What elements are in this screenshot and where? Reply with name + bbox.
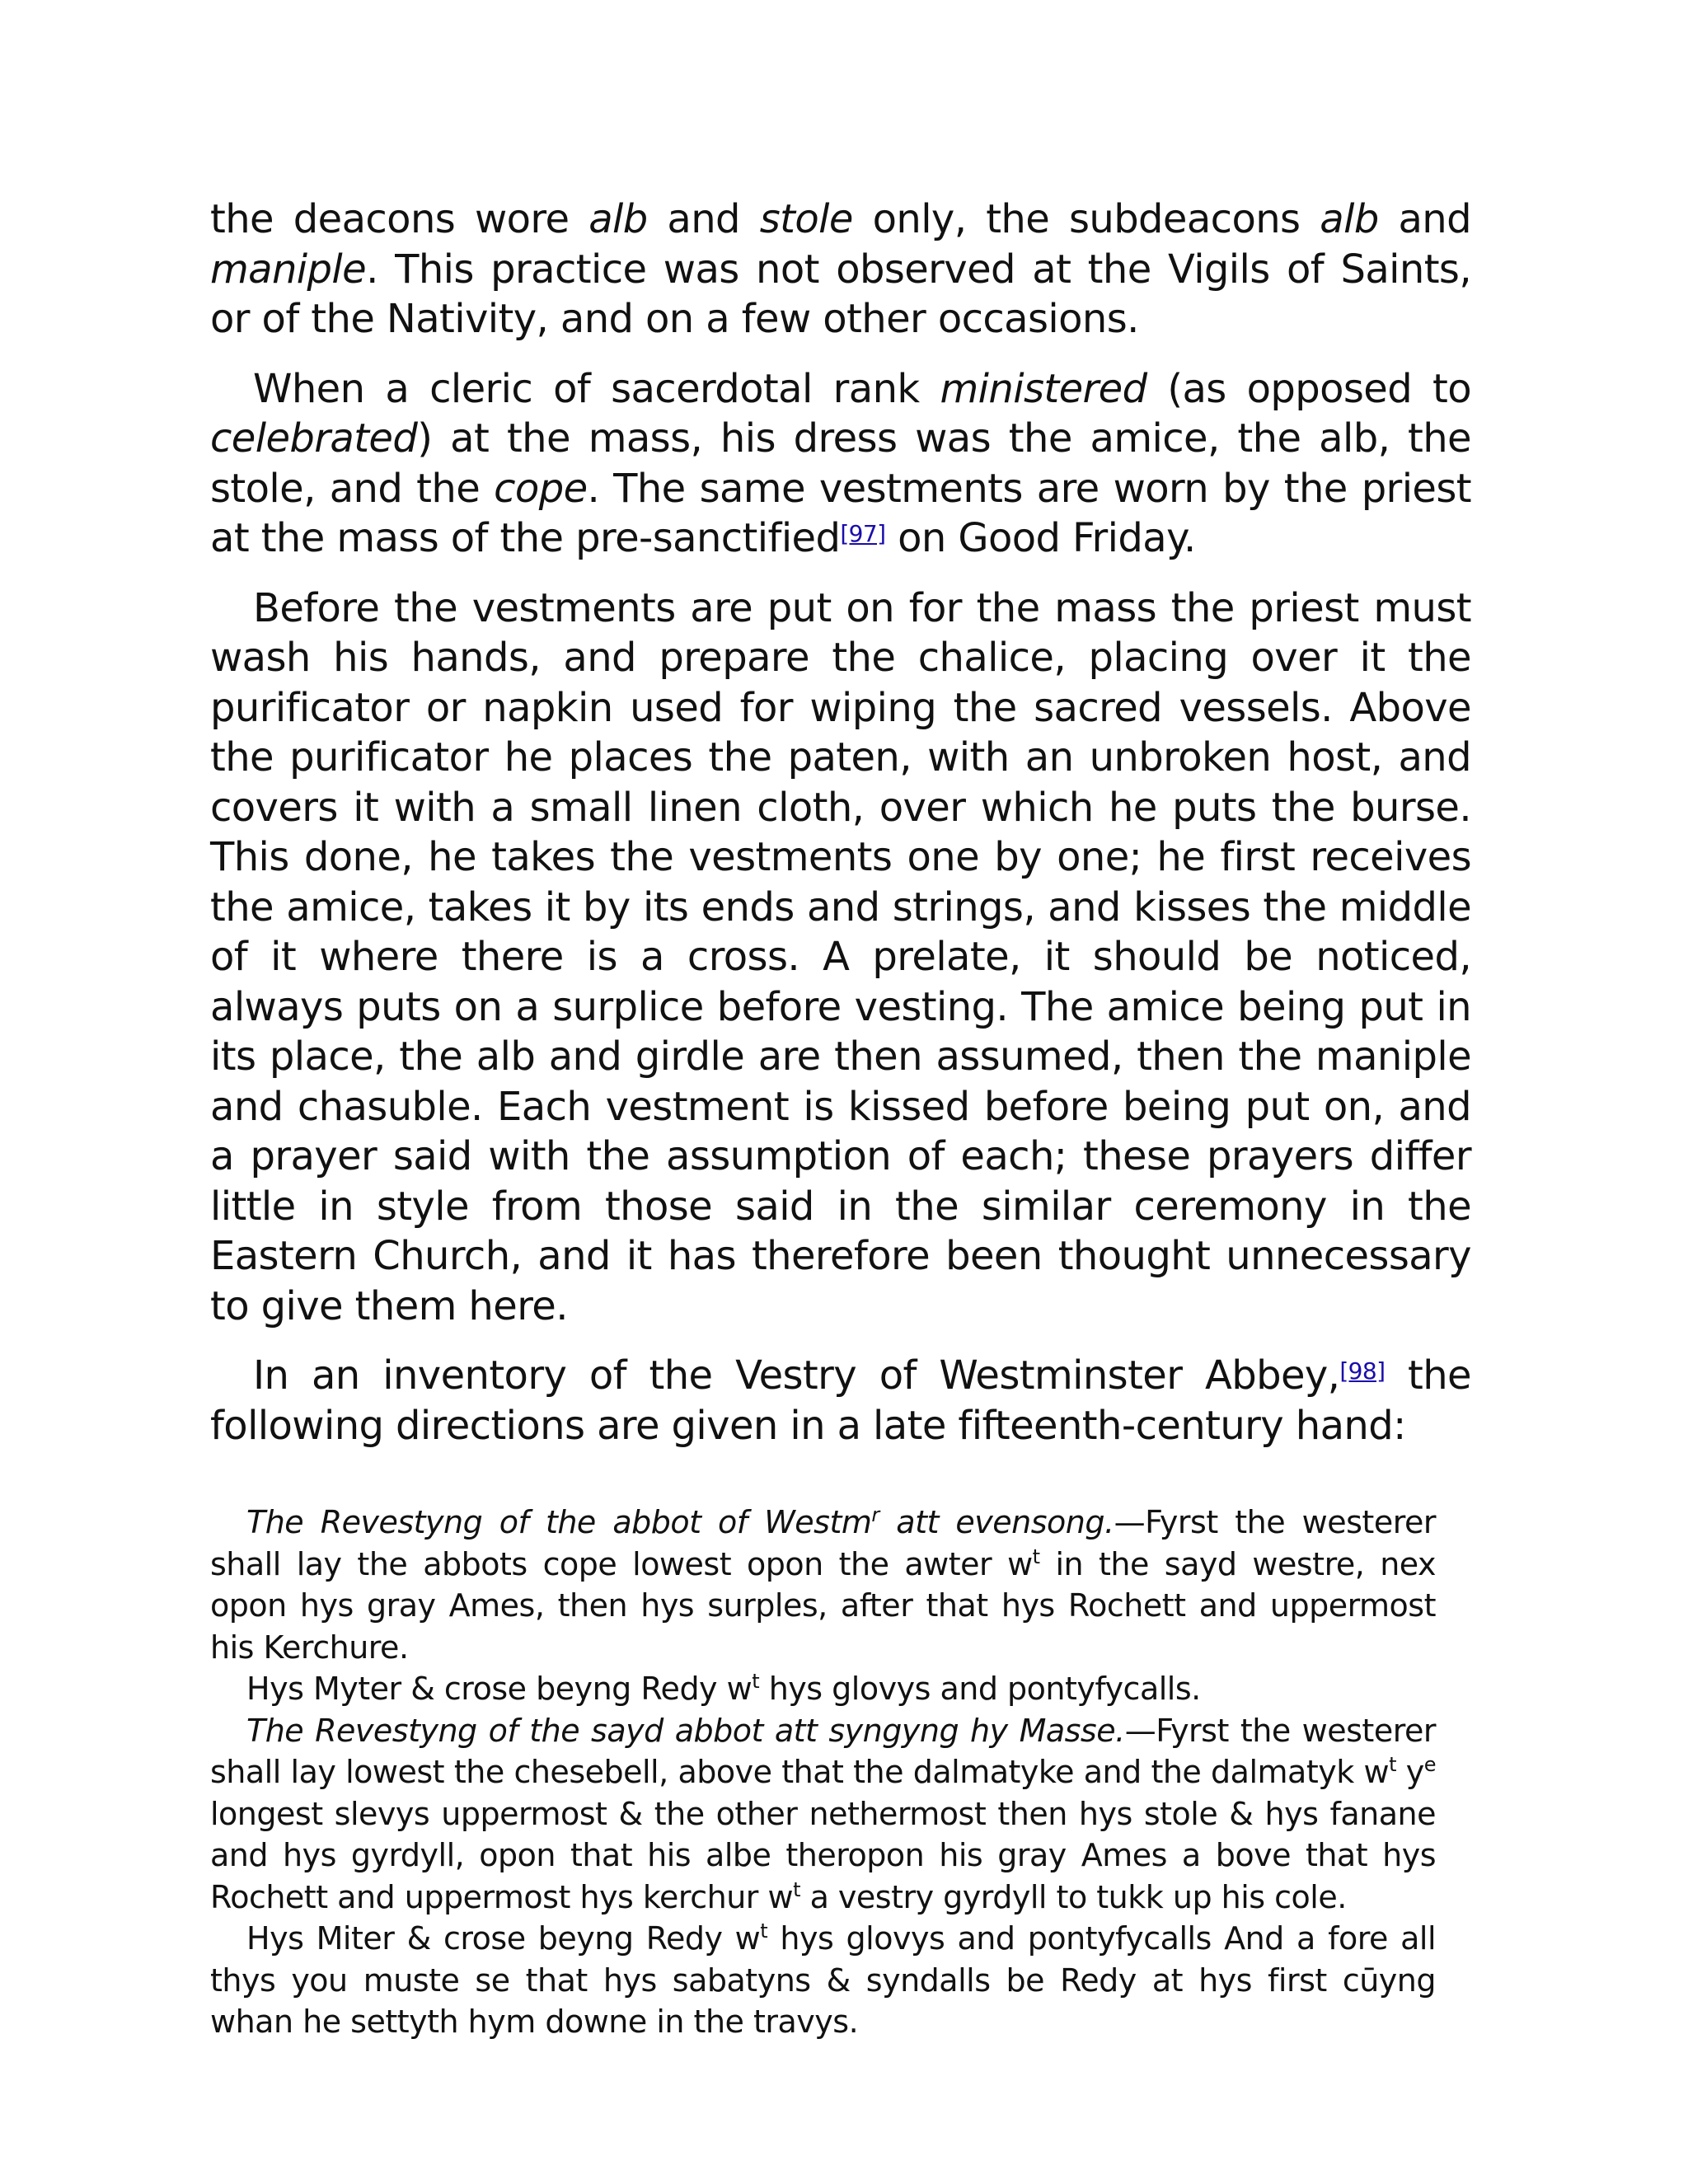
footnote-link-98[interactable]: [98] bbox=[1339, 1357, 1386, 1385]
text-run: (as opposed to bbox=[1146, 365, 1471, 412]
text-run: longest slevys uppermost & the other nethermost then hys stole & hys fanane and hys gyrdyll, opon that his albe theropon his gray Ames a bove that hys Rochett and uppermost hys kerchur w bbox=[210, 1795, 1436, 1915]
quote-paragraph-myter bbox=[210, 1668, 1436, 1710]
text-run: the deacons wore bbox=[210, 196, 589, 242]
paragraph-inventory bbox=[210, 1351, 1471, 1451]
text-run: and bbox=[647, 196, 760, 242]
quote-title-evensong bbox=[246, 1504, 1114, 1540]
superscript: t bbox=[1032, 1544, 1040, 1568]
paragraph-vestments: Before the vestments are put on for the mass the priest must wash his hands, and prepare the chalice, placing over it the purificator or napkin used for wiping the sacred vessels. Above the purificator he places the paten, with an unbroken host, and covers it with a small linen cloth, over which he puts the burse. This done, he takes the vestments one by one; he first receives the amice, takes it by its ends and strings, and kisses the middle of it where there is a cross. A prelate, it should be noticed, always puts on a surplice before vesting. The amice being put in its place, the alb and girdle are then assumed, then the maniple and chasuble. Each vestment is kissed before being put on, and a prayer said with the assumption of each; these prayers differ little in style from those said in the similar ceremony in the Eastern Church, and it has therefore been thought unnecessary to give them here. bbox=[210, 584, 1471, 1329]
text-run: . This practice was not observed at the Vigils of Saints, or of the Nativity, and on a few other occasions. bbox=[210, 246, 1471, 342]
text-run: When a cleric of sacerdotal rank bbox=[253, 365, 940, 412]
text-run: —Fyrst the westerer shall lay the abbots cope lowest opon the awter w bbox=[210, 1504, 1436, 1582]
italic-term-alb: alb bbox=[588, 196, 648, 242]
quote-title-masse: The Revestyng of the sayd abbot att syngyng hy Masse. bbox=[246, 1712, 1125, 1749]
text-run: The Revestyng of the abbot of Westm bbox=[246, 1504, 872, 1540]
text-run: Hys Myter & crose beyng Redy w bbox=[246, 1671, 753, 1707]
paragraph-deacons bbox=[210, 194, 1471, 344]
italic-term-ministered: ministered bbox=[940, 365, 1147, 412]
text-run: ) at the mass, his dress was the amice, the alb, the stole, and the bbox=[210, 415, 1471, 512]
superscript: r bbox=[871, 1503, 879, 1526]
text-run: a vestry gyrdyll to tukk up his cole. bbox=[799, 1878, 1347, 1915]
italic-term-maniple: maniple bbox=[210, 246, 367, 293]
quote-paragraph-evensong bbox=[210, 1502, 1436, 1668]
superscript: t bbox=[760, 1919, 768, 1943]
text-run: att evensong. bbox=[879, 1504, 1114, 1540]
superscript: t bbox=[752, 1670, 760, 1693]
text-run: the following directions are given in a late fifteenth-century hand: bbox=[210, 1352, 1471, 1449]
paragraph-cleric bbox=[210, 364, 1471, 564]
text-run: hys glovys and pontyfycalls And a fore all thys you muste se that hys sabatyns & syndalls be Redy at hys first cūyng whan he settyth hym downe in the travys. bbox=[210, 1920, 1437, 2040]
page-content bbox=[210, 194, 1471, 2043]
text-run: only, the subdeacons bbox=[852, 196, 1320, 242]
quote-paragraph-miter bbox=[210, 1918, 1436, 2043]
italic-term-celebrated: celebrated bbox=[210, 415, 418, 462]
text-run: in the sayd westre, nex opon hys gray Ames, then hys surples, after that hys Rochett and uppermost his Kerchure. bbox=[210, 1545, 1437, 1666]
footnote-link-97[interactable]: [97] bbox=[840, 520, 886, 547]
superscript: e bbox=[1423, 1753, 1436, 1776]
italic-term-stole: stole bbox=[759, 196, 853, 242]
text-run: In an inventory of the Vestry of Westminster Abbey, bbox=[253, 1352, 1340, 1399]
italic-term-cope: cope bbox=[494, 465, 588, 512]
italic-term-alb: alb bbox=[1320, 196, 1379, 242]
block-quote bbox=[210, 1502, 1436, 2043]
text-run: Hys Miter & crose beyng Redy w bbox=[246, 1920, 761, 1957]
quote-paragraph-masse bbox=[210, 1710, 1436, 1919]
superscript: t bbox=[1389, 1753, 1396, 1776]
text-run: hys glovys and pontyfycalls. bbox=[759, 1671, 1201, 1707]
text-run: on Good Friday. bbox=[885, 515, 1196, 561]
text-run: . The same vestments are worn by the priest at the mass of the pre-sanctified bbox=[210, 465, 1471, 561]
text-run: y bbox=[1395, 1754, 1424, 1790]
text-run: —Fyrst the westerer shall lay lowest the chesebell, above that the dalmatyke and the dalmatyk w bbox=[210, 1712, 1436, 1790]
text-run: and bbox=[1378, 196, 1471, 242]
superscript: t bbox=[793, 1877, 800, 1901]
